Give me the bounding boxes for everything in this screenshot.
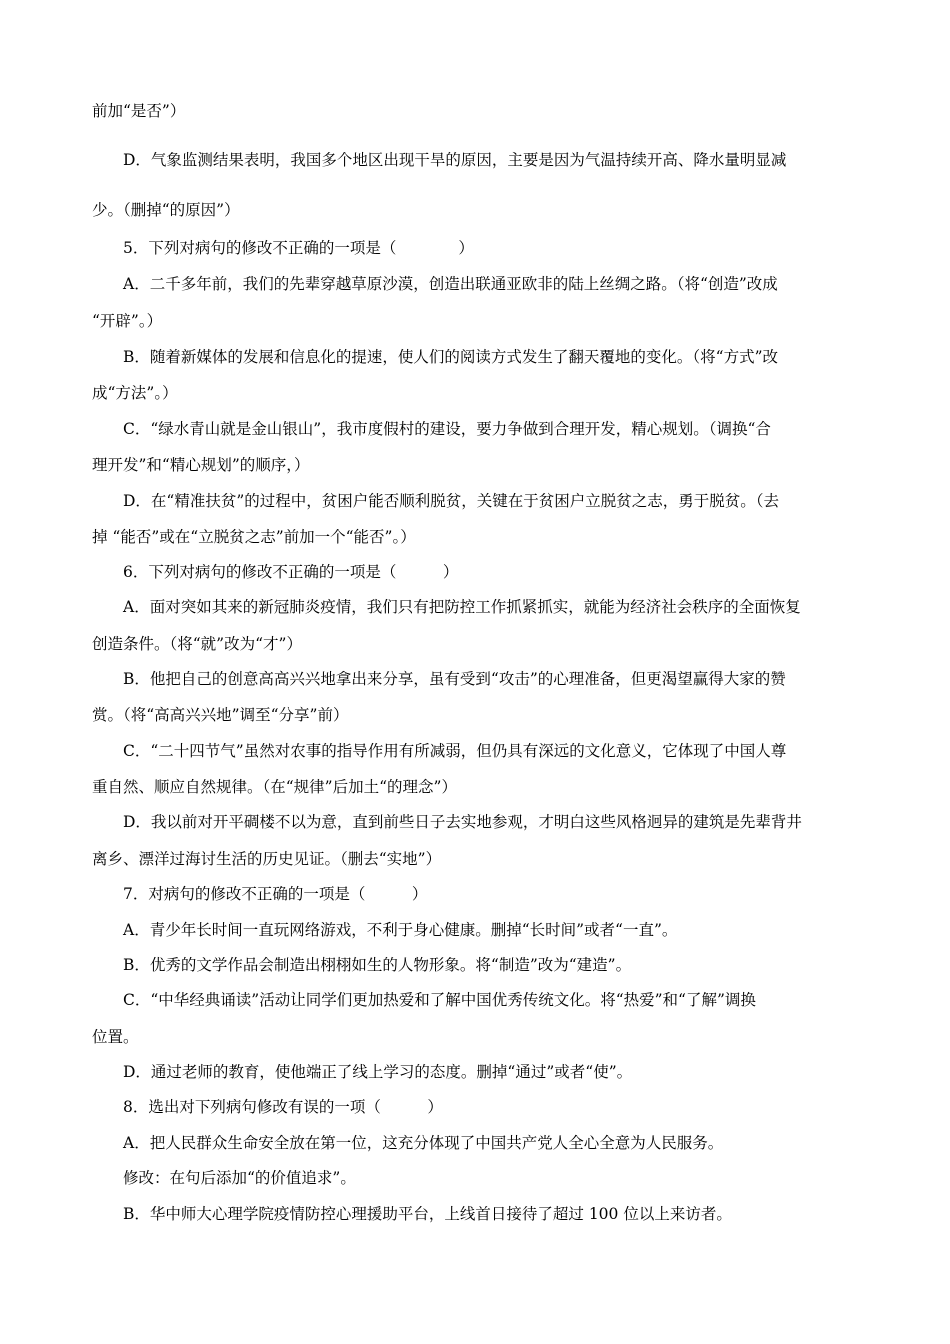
question-6-stem: 6．下列对病句的修改不正确的一项是（ ） — [123, 563, 459, 581]
question-6-option-b: B．他把自己的创意高高兴兴地拿出来分享，虽有受到“攻击”的心理准备，但更渴望赢得大家的赞 — [123, 670, 786, 688]
question-5-option-a: A．二千多年前，我们的先辈穿越草原沙漠，创造出联通亚欧非的陆上丝绸之路。（将“创造”改成 — [123, 275, 778, 293]
question-7-option-b: B．优秀的文学作品会制造出栩栩如生的人物形象。将“制造”改为“建造”。 — [123, 956, 632, 974]
text-line: 成“方法”。） — [92, 384, 178, 402]
text-line: 位置。 — [92, 1028, 139, 1046]
question-5-option-b: B．随着新媒体的发展和信息化的提速，使人们的阅读方式发生了翻天覆地的变化。（将“方式”改 — [123, 348, 778, 366]
question-6-option-a: A．面对突如其来的新冠肺炎疫情，我们只有把防控工作抓紧抓实，就能为经济社会秩序的全面恢复 — [123, 598, 801, 616]
text-line: 离乡、漂洋过海讨生活的历史见证。（删去“实地”） — [92, 850, 442, 868]
question-6-option-d: D．我以前对开平碉楼不以为意，直到前些日子去实地参观，才明白这些风格迥异的建筑是先辈背井 — [123, 813, 802, 831]
question-7-option-a: A．青少年长时间一直玩网络游戏，不利于身心健康。删掉“长时间”或者“一直”。 — [123, 921, 678, 939]
question-8-revision: 修改：在句后添加“的价值追求”。 — [123, 1169, 356, 1187]
question-7-option-c: C．“中华经典诵读”活动让同学们更加热爱和了解中国优秀传统文化。将“热爱”和“了解”调换 — [123, 991, 756, 1009]
text-line: 前加“是否”） — [92, 102, 186, 120]
text-line: 少。（删掉“的原因”） — [92, 201, 240, 219]
text-line: D．气象监测结果表明，我国多个地区出现干旱的原因，主要是因为气温持续开高、降水量明显减 — [123, 151, 787, 169]
question-5-option-d: D．在“精准扶贫”的过程中，贫困户能否顺利脱贫，关键在于贫困户立脱贫之志，勇于脱贫。（去 — [123, 492, 780, 510]
question-7-option-d: D．通过老师的教育，使他端正了线上学习的态度。删掉“通过”或者“使”。 — [123, 1063, 633, 1081]
text-line: 创造条件。（将“就”改为“才”） — [92, 635, 302, 653]
question-8-option-b: B．华中师大心理学院疫情防控心理援助平台，上线首日接待了超过 100 位以上来访者。 — [123, 1205, 732, 1223]
question-6-option-c: C．“二十四节气”虽然对农事的指导作用有所减弱，但仍具有深远的文化意义，它体现了中国人尊 — [123, 742, 787, 760]
text-line: 理开发”和“精心规划”的顺序，） — [92, 456, 310, 474]
text-line: “开辟”。） — [92, 312, 163, 330]
text-line: 重自然、顺应自然规律。（在“规律”后加土“的理念”） — [92, 778, 457, 796]
question-5-stem: 5．下列对病句的修改不正确的一项是（ ） — [123, 239, 474, 257]
question-8-stem: 8．选出对下列病句修改有误的一项（ ） — [123, 1098, 443, 1116]
question-7-stem: 7．对病句的修改不正确的一项是（ ） — [123, 885, 428, 903]
text-line: 赏。（将“高高兴兴地”调至“分享”前） — [92, 706, 349, 724]
text-line: 掉 “能否”或在“立脱贫之志”前加一个“能否”。） — [92, 528, 416, 546]
question-5-option-c: C．“绿水青山就是金山银山”，我市度假村的建设，要力争做到合理开发，精心规划。（调换“合 — [123, 420, 771, 438]
question-8-option-a: A．把人民群众生命安全放在第一位，这充分体现了中国共产党人全心全意为人民服务。 — [123, 1134, 724, 1152]
